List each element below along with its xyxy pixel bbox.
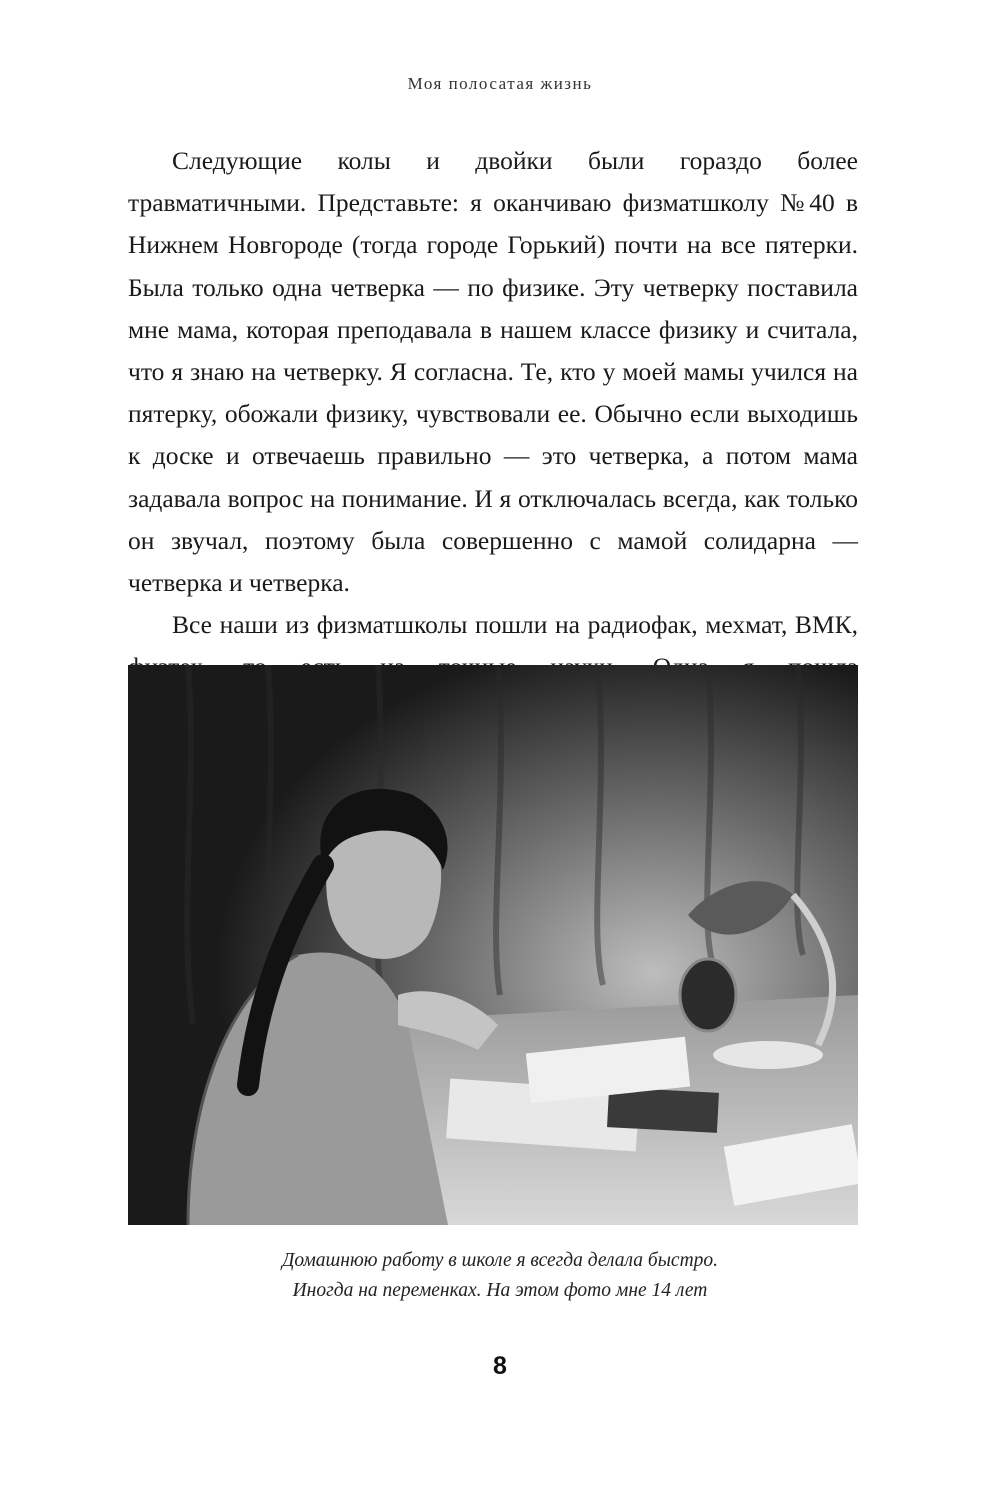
photo-girl-at-desk <box>128 665 858 1225</box>
photo-caption <box>0 1246 1000 1306</box>
running-head: Моя полосатая жизнь <box>407 74 593 93</box>
page-number: 8 <box>493 1352 507 1380</box>
paragraph-1: Следующие колы и двойки были гораздо более травматичными. Представьте: я оканчиваю физматшколу №40 в Нижнем Новгороде (тогда городе Горький) почти на все пятерки. Была только одна четверка — по физике. Эту четверку поставила мне мама, которая преподавала в нашем классе физику и считала, что я знаю на четверку. Я согласна. Те, кто у моей мамы учился на пятерку, обожали физику, чувствовали ее. Обычно если выходишь к доске и отвечаешь правильно — это четверка, а потом мама задавала вопрос на понимание. И я отключалась всегда, как только он звучал, поэтому была совершенно с мамой солидарна — четверка и четверка. <box>128 146 858 598</box>
paragraph-2: Все наши из физматшколы пошли на радиофак, мехмат, ВМК, <box>172 610 858 640</box>
body-text <box>128 140 858 689</box>
caption-line-2: Иногда на переменках. На этом фото мне 14 лет <box>292 1280 708 1301</box>
caption-line-1: Домашнюю работу в школе я всегда делала быстро. <box>281 1250 719 1271</box>
